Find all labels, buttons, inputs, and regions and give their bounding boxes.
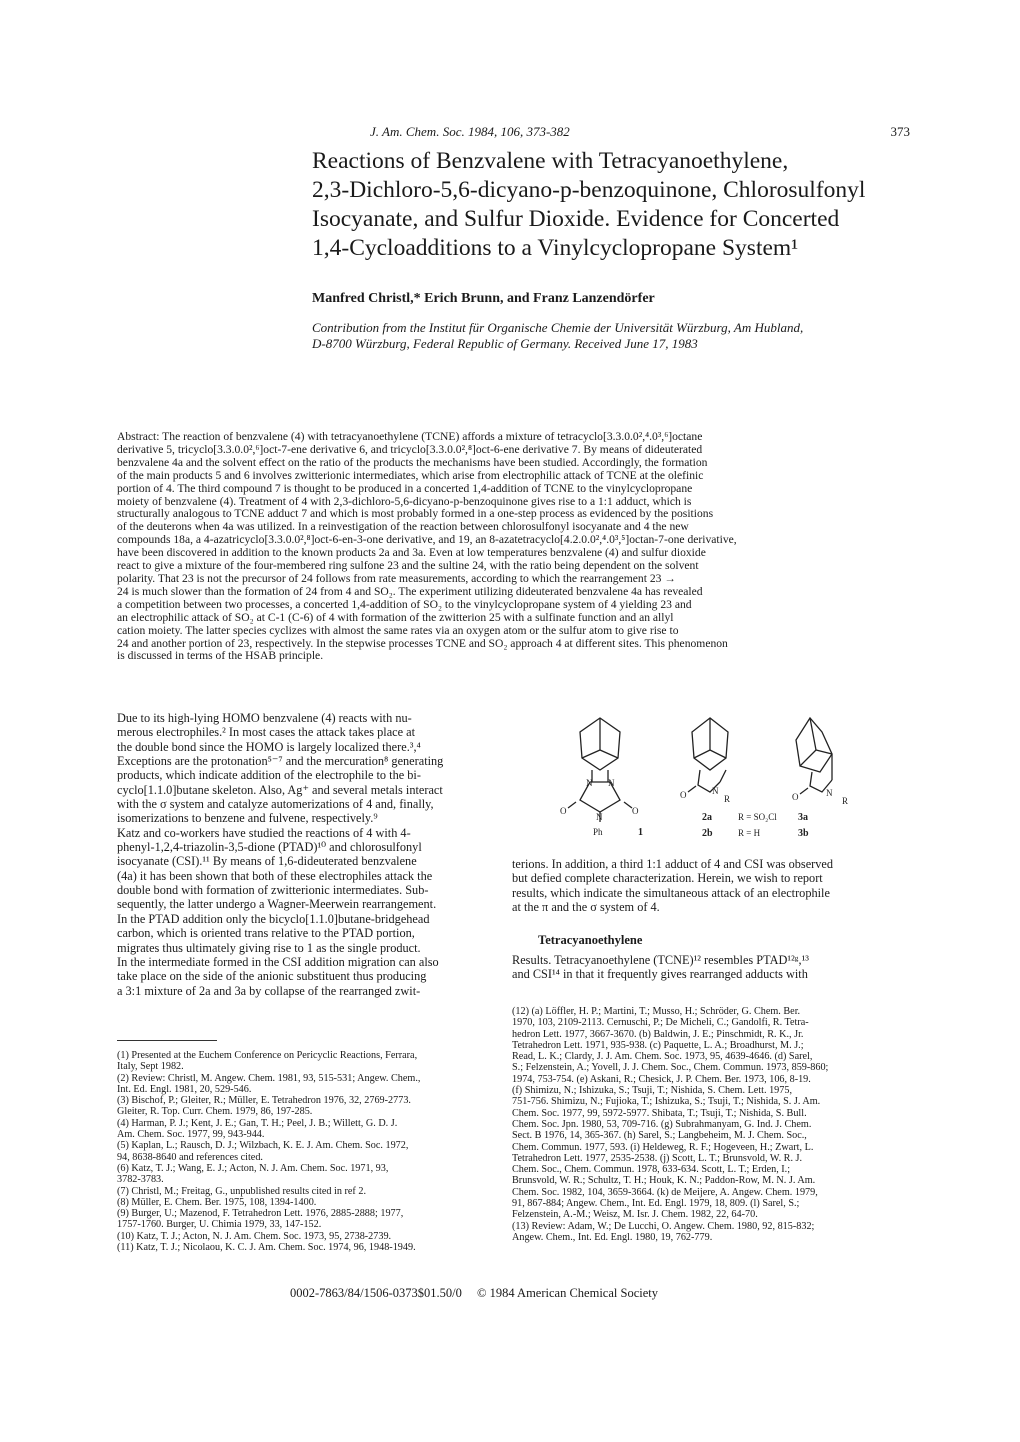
- footnote-line: Angew. Chem., Int. Ed. Engl. 1980, 19, 762-779.: [512, 1231, 713, 1243]
- page-number: 373: [890, 124, 910, 139]
- structure-scheme: [560, 710, 880, 845]
- footnote-line: Chem. Soc. 1977, 99, 5972-5977. Shibata, T.; Tsuji, T.; Nishida, S. Bull.: [512, 1107, 807, 1119]
- footnote-line: Gleiter, R. Top. Curr. Chem. 1979, 86, 197-285.: [117, 1106, 313, 1118]
- body-line: Results. Tetracyanoethylene (TCNE)¹² resembles PTAD¹²ᵍ,¹³: [512, 953, 809, 967]
- footnote-line: (6) Katz, T. J.; Wang, E. J.; Acton, N. J. Am. Chem. Soc. 1971, 93,: [117, 1162, 389, 1174]
- abstract-line: moiety of benzvalene (4). Treatment of 4 with 2,3-dichloro-5,6-dicyano-p-benzoquinone gives rise to a 1:1 adduct, which is: [117, 495, 692, 508]
- copyright-notice: © 1984 American Chemical Society: [477, 1286, 658, 1300]
- title-line: 2,3-Dichloro-5,6-dicyano-p-benzoquinone, Chlorosulfonyl: [312, 177, 866, 203]
- o-label-2: O: [680, 790, 687, 800]
- body-line: cyclo[1.1.0]butane skeleton. Also, Ag⁺ and several metals interact: [117, 782, 443, 797]
- o-label-3: O: [792, 792, 799, 802]
- body-line: take place on the side of the anionic substituent thus producing: [117, 969, 427, 984]
- footnote-line: (7) Christl, M.; Freitag, G., unpublished results cited in ref 2.: [117, 1185, 366, 1197]
- body-line: and CSI¹⁴ in that it frequently gives rearranged adducts with: [512, 967, 808, 982]
- body-line: products, which indicate addition of the electrophile to the bi-: [117, 768, 421, 783]
- r-label-3: R: [842, 796, 849, 806]
- body-line: terions. In addition, a third 1:1 adduct of 4 and CSI was observed: [512, 857, 834, 871]
- footnote-line: Int. Ed. Engl. 1981, 20, 529-546.: [117, 1083, 252, 1095]
- footnotes-right: [512, 1006, 912, 1243]
- footnote-line: 751-756. Shimizu, N.; Fujioka, T.; Ishizuka, S.; Tsuji, T.; Nishida, S. J. Am.: [512, 1096, 821, 1108]
- abstract-line: Abstract: The reaction of benzvalene (4) with tetracyanoethylene (TCNE) affords a mixture of tetracyclo[3.3.0.0²,⁴.0³,⁶]octane: [117, 431, 703, 443]
- body-line: sequently, the latter undergo a Wagner-Meerwein rearrangement.: [117, 897, 437, 912]
- n-label-2: N: [712, 786, 719, 796]
- body-line: the double bond since the HOMO is largely localized there.³,⁴: [117, 739, 421, 754]
- footnote-line: Felzenstein, A.-M.; Weisz, M. Isr. J. Chem. 1982, 22, 64-70.: [512, 1209, 758, 1221]
- body-line: a 3:1 mixture of 2a and 3a by collapse of the rearranged zwit-: [117, 983, 421, 998]
- footnote-line: (8) Müller, E. Chem. Ber. 1975, 108, 1394-1400.: [117, 1196, 317, 1208]
- footnote-line: (2) Review: Christl, M. Angew. Chem. 1981, 93, 515-531; Angew. Chem.,: [117, 1072, 421, 1084]
- footnote-line: Tetrahedron Lett. 1977, 2535-2538. (j) Scott, L. T.; Brunsvold, W. R. J.: [512, 1152, 803, 1164]
- body-left-column: [117, 711, 502, 998]
- footnote-line: Chem. Commun. 1977, 593. (i) Heldeweg, R. F.; Hogeveen, H.; Zwart, L.: [512, 1141, 814, 1153]
- abstract-line: of the main products 5 and 6 involves zwitterionic intermediates, which arise from electrophilic attack of TCNE at the olefinic: [117, 469, 704, 482]
- body-line: isomerizations to benzene and fulvene, respectively.⁹: [117, 811, 378, 826]
- compound-3a-label: 3a: [798, 812, 808, 823]
- abstract-line: cation moiety. The latter species cyclizes with almost the same rates via an oxygen atom or the sulfur atom to give rise to: [117, 624, 679, 637]
- affiliation-line: Contribution from the Institut für Organische Chemie der Universität Würzburg, Am Hubland,: [312, 320, 804, 335]
- footnote-line: Chem. Soc., Chem. Commun. 1978, 633-634. Scott, L. T.; Erden, I.;: [512, 1164, 791, 1176]
- r-definition-a: R = SO₂Cl: [738, 812, 777, 822]
- footnote-line: 3782-3783.: [117, 1174, 164, 1186]
- r-definition-b: R = H: [738, 828, 761, 838]
- n-label-left: N: [586, 778, 593, 788]
- ph-label: Ph: [593, 827, 603, 837]
- footnote-line: 1757-1760. Burger, U. Chimia 1979, 33, 147-152.: [117, 1219, 322, 1231]
- footnote-line: Tetrahedron Lett. 1971, 935-938. (c) Paquette, L. A.; Broadhurst, M. J.;: [512, 1039, 804, 1051]
- footnote-line: Brunsvold, W. R.; Schultz, T. H.; Houk, K. N.; Paddon-Row, M. N. J. Am.: [512, 1175, 816, 1187]
- affiliation: [312, 320, 912, 352]
- structure-2-drawing: [688, 718, 728, 792]
- page-footer: [290, 1286, 770, 1301]
- footnote-line: (4) Harman, P. J.; Kent, J. E.; Gan, T. H.; Peel, J. B.; Willett, G. D. J.: [117, 1117, 398, 1129]
- footnote-line: (1) Presented at the Euchem Conference on Pericyclic Reactions, Ferrara,: [117, 1050, 418, 1061]
- footnote-line: Chem. Soc. Jpn. 1980, 53, 709-716. (g) Subrahmanyam, G. Ind. J. Chem.: [512, 1118, 812, 1130]
- abstract-line: 24 and another portion of 23, respectively. In the stepwise processes TCNE and SO₂ approach 4 at different sites. This phenomenon: [117, 637, 728, 650]
- abstract-line: a competition between two processes, a concerted 1,4-addition of SO₂ to the vinylcyclopropane system of 4 yielding 23 and: [117, 598, 692, 611]
- body-line: but defied complete characterization. Herein, we wish to report: [512, 871, 823, 886]
- body-line: (4a) it has been shown that both of these electrophiles attack the: [117, 868, 433, 883]
- abstract-line: have been discovered in addition to the known products 2a and 3a. Even at low temperatures benzvalene (4) and sulfur dioxide: [117, 547, 706, 560]
- body-line: merous electrophiles.² In most cases the attack takes place at: [117, 725, 416, 740]
- title-line: Isocyanate, and Sulfur Dioxide. Evidence for Concerted: [312, 206, 840, 232]
- abstract-line: compounds 18a, a 4-azatricyclo[3.3.0.0²,⁸]oct-6-en-3-one derivative, and 19, an 8-azatetracyclo[4.2.0.0²,⁴.0³,⁵]octan-7-one derivative,: [117, 534, 737, 547]
- body-line: Due to its high-lying HOMO benzvalene (4) reacts with nu-: [117, 711, 412, 725]
- footnote-line: (10) Katz, T. J.; Acton, N. J. Am. Chem. Soc. 1973, 95, 2738-2739.: [117, 1230, 392, 1242]
- compound-3b-label: 3b: [798, 828, 809, 839]
- authors: Manfred Christl,* Erich Brunn, and Franz Lanzendörfer: [312, 291, 655, 306]
- structure-3-drawing: [796, 718, 832, 794]
- abstract-line: 24 is much slower than the formation of 24 from 4 and SO₂. The experiment utilizing dideuterated benzvalene 4a has revealed: [117, 585, 703, 598]
- footnote-line: (5) Kaplan, L.; Rausch, D. J.; Wilzbach, K. E. J. Am. Chem. Soc. 1972,: [117, 1140, 409, 1152]
- footnote-line: hedron Lett. 1977, 3667-3670. (b) Baldwin, J. E.; Pinschmidt, R. K., Jr.: [512, 1028, 804, 1040]
- abstract-line: structurally analogous to TCNE adduct 7 and which is most probably formed in a one-step process as evidenced by the positions: [117, 508, 714, 521]
- footnote-line: Chem. Soc. 1982, 104, 3659-3664. (k) de Meijere, A. Angew. Chem. 1979,: [512, 1186, 818, 1198]
- o-label-right: O: [632, 806, 639, 816]
- compound-2b-label: 2b: [702, 828, 713, 839]
- body-line: migrates thus ultimately giving rise to 1 as the single product.: [117, 940, 421, 955]
- abstract-line: benzvalene 4a and the solvent effect on the ratio of the products the mechanisms have been studied. Accordingly, the formation: [117, 456, 708, 469]
- footnote-line: (11) Katz, T. J.; Nicolaou, K. C. J. Am. Chem. Soc. 1974, 96, 1948-1949.: [117, 1242, 416, 1254]
- body-line: results, which indicate the simultaneous attack of an electrophile: [512, 885, 830, 900]
- footnote-line: (9) Burger, U.; Mazenod, F. Tetrahedron Lett. 1976, 2885-2888; 1977,: [117, 1208, 404, 1220]
- abstract-line: is discussed in terms of the HSAB principle.: [117, 650, 324, 663]
- abstract-line: of the deuterons when 4a was utilized. In a reinvestigation of the reaction between chlorosulfonyl isocyanate and 4 the new: [117, 521, 689, 534]
- r-label-2: R: [724, 794, 731, 804]
- abstract: [117, 431, 913, 663]
- o-label-left: O: [560, 806, 567, 816]
- footnote-line: 94, 8638-8640 and references cited.: [117, 1151, 263, 1163]
- body-line: double bond with formation of zwitterionic intermediates. Sub-: [117, 883, 429, 898]
- n-label-3: N: [826, 788, 833, 798]
- n-label-right: N: [608, 778, 615, 788]
- abstract-line: an electrophilic attack of SO₂ at C-1 (C-6) of 4 with formation of the zwitterion 25 with a sulfinate function and an allyl: [117, 611, 674, 624]
- section-heading: Tetracyanoethylene: [538, 933, 643, 947]
- article-code: 0002-7863/84/1506-0373$01.50/0: [290, 1286, 462, 1300]
- n-label-bottom: N: [596, 812, 603, 822]
- structure-1-drawing: [568, 718, 632, 822]
- title-line: 1,4-Cycloadditions to a Vinylcyclopropane System¹: [312, 235, 799, 261]
- body-line: isocyanate (CSI).¹¹ By means of 1,6-dideuterated benzvalene: [117, 854, 417, 869]
- footnote-line: Am. Chem. Soc. 1977, 99, 943-944.: [117, 1129, 265, 1141]
- footnote-line: S.; Felzenstein, A.; Yovell, J. J. Chem. Soc., Chem. Commun. 1973, 859-860;: [512, 1062, 829, 1074]
- body-line: In the intermediate formed in the CSI addition migration can also: [117, 954, 439, 969]
- body-line: with the σ system and catalyze automerizations of 4 and, finally,: [117, 797, 434, 812]
- body-line: Exceptions are the protonation⁵⁻⁷ and the mercuration⁸ generating: [117, 754, 444, 769]
- body-right-results: [512, 953, 912, 982]
- footnote-divider: [117, 1040, 217, 1041]
- footnote-line: 1974, 753-754. (e) Askani, R.; Chesick, J. P. Chem. Ber. 1973, 106, 8-19.: [512, 1073, 811, 1085]
- body-line: carbon, which is oriented trans relative to the PTAD portion,: [117, 926, 415, 941]
- body-line: at the π and the σ system of 4.: [512, 900, 660, 915]
- footnote-line: (12) (a) Löffler, H. P.; Martini, T.; Musso, H.; Schröder, G. Chem. Ber.: [512, 1006, 801, 1017]
- footnote-line: (13) Review: Adam, W.; De Lucchi, O. Angew. Chem. 1980, 92, 815-832;: [512, 1220, 815, 1232]
- abstract-line: derivative 5, tricyclo[3.3.0.0²,⁶]oct-7-ene derivative 6, and tricyclo[3.3.0.0²,⁸]oct-6-ene derivative 7. By means of dideuterated: [117, 443, 703, 456]
- body-line: In the PTAD addition only the bicyclo[1.1.0]butane-bridgehead: [117, 911, 430, 926]
- abstract-line: react to give a mixture of the four-membered ring sulfone 23 and the sultine 24, with the ratio being dependent on the solvent: [117, 560, 699, 573]
- footnote-line: 1970, 103, 2109-2113. Cernuschi, P.; De Micheli, C.; Gandolfi, R. Tetra-: [512, 1017, 809, 1029]
- footnote-line: (3) Bischof, P.; Gleiter, R.; Müller, E. Tetrahedron 1976, 32, 2769-2773.: [117, 1095, 411, 1107]
- compound-1-label: 1: [638, 827, 643, 838]
- journal-citation: J. Am. Chem. Soc. 1984, 106, 373-382: [370, 124, 570, 139]
- footnote-line: Italy, Sept 1982.: [117, 1061, 184, 1073]
- article-title: [312, 147, 912, 263]
- footnote-line: (f) Shimizu, N.; Ishizuka, S.; Tsuji, T.; Nishida, S. Chem. Lett. 1975,: [512, 1085, 792, 1097]
- footnote-line: Sect. B 1976, 14, 365-367. (h) Sarel, S.; Langbeheim, M. J. Chem. Soc.,: [512, 1130, 807, 1142]
- footnotes-left: [117, 1050, 502, 1253]
- footnote-line: 91, 867-884; Angew. Chem., Int. Ed. Engl. 1979, 18, 809. (l) Sarel, S.;: [512, 1198, 800, 1210]
- abstract-line: polarity. That 23 is not the precursor of 24 follows from rate measurements, according to which the rearrangement 23 →: [117, 572, 676, 585]
- body-line: phenyl-1,2,4-triazolin-3,5-dione (PTAD)¹⁰ and chlorosulfonyl: [117, 840, 422, 855]
- footnote-line: Read, L. K.; Clardy, J. J. Am. Chem. Soc. 1973, 95, 4639-4646. (d) Sarel,: [512, 1051, 813, 1063]
- title-line: Reactions of Benzvalene with Tetracyanoethylene,: [312, 148, 789, 174]
- body-line: Katz and co-workers have studied the reactions of 4 with 4-: [117, 825, 411, 840]
- abstract-line: portion of 4. The third compound 7 is thought to be produced in a concerted 1,4-addition of TCNE to the vinylcyclopropane: [117, 482, 693, 495]
- affiliation-line: D-8700 Würzburg, Federal Republic of Germany. Received June 17, 1983: [312, 336, 698, 351]
- body-right-column: [512, 857, 912, 914]
- compound-2a-label: 2a: [702, 812, 712, 823]
